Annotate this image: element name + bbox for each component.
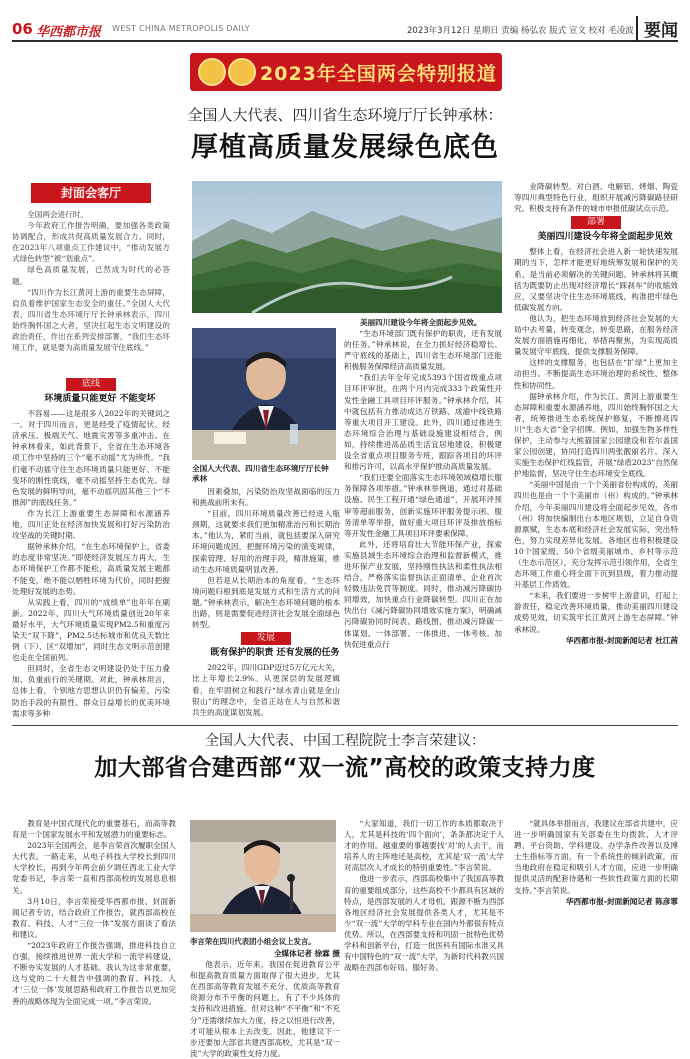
article2-title: 加大部省合建西部“双一流”高校的政策支持力度 bbox=[94, 755, 596, 781]
cover-lounge-text bbox=[12, 209, 170, 373]
article2-column-4 bbox=[514, 818, 678, 1042]
paragraph: 全国两会进行时。 bbox=[27, 210, 88, 219]
page-number: 06 bbox=[12, 20, 33, 38]
landscape-photo-art bbox=[192, 181, 502, 313]
national-emblem-icon bbox=[198, 58, 226, 86]
paragraph: 2023年全国两会，是李言荣首次履职全国人大代表。一路走来，从电子科技大学校长到四川大学校长，再到今年两会前夕调任西北工业大学党委书记，李言荣一直和西部高校的发展息息相关。 bbox=[12, 841, 176, 895]
section-name: 要闻 bbox=[636, 16, 678, 41]
paragraph: “大家知道，我们一切工作的本质都取决于人，尤其是科技的‘四个面向’，条条都决定于人才的作用。越重要的事越要找‘对’的人去干，而培养人的主阵地还是高校，尤其是‘双一流’大学对高层次人才成长的特别重要性。”李言荣说。 bbox=[344, 819, 504, 873]
article1-column-3 bbox=[344, 328, 502, 718]
paragraph: “四川作为长江黄河上游的重要生态屏障，肩负着维护国家生态安全的重任。”全国人大代表、四川省生态环境厅厅长钟承林表示，四川始终胸怀国之大者，坚决扛起生态文明建设的政治责任，作出在系列安排部署，“我们生态环境工作，就是要为高质量发展守住底线。” bbox=[12, 287, 170, 353]
paragraph: “生态环境部门既有保护的职责，还有发展的任务。”钟承林说，在全力抓好经济稳增长、严守底线的基础上，四川省生态环境部门还能积极服务保障经济高质量发展。 bbox=[344, 329, 502, 372]
paragraph: 不容易——这是很多人2022年的关键词之一。对于四川而言，更是经受了疫情起伏、经济承压、极端天气、地震灾害等多重冲击。在钟承林看来，如此背景下，全省在生态环境各项工作中坚持的三个“毫不动摇”尤为珍贵。“我们毫不动摇守住生态环境质量只能更好、不能变坏的刚性底线，毫不动摇坚持生态优先、绿色发展的鲜明导向，毫不动摇巩固其他三个“不推卸”的底线任务。” bbox=[12, 409, 170, 507]
article2-byline: 华西都市报-封面新闻记者 陈彦霏 bbox=[565, 896, 678, 906]
paragraph: “我们去年全年完成5393个国省级重点项目环评审批，在两个月内完成333个政策性开发性金融工具项目环评服务。”钟承林介绍，其中就包括有力推动成达万铁路、成渝中线铁路等重大项目开工建设。此外，四川通过推进生态环境综合治理与基础设施建设相结合，例如，持续推进高品质生活宜居地建设，积极建设全省重点项目服务专班，跟踪各项目的环评和排污许可，以高水平保护推动高质量发展。 bbox=[344, 373, 502, 472]
article1-column-4 bbox=[514, 181, 678, 718]
paragraph: 但若是从长期治本的角度看，“生态环境问题归根到底是发展方式和生活方式的问题。”钟承林表示，解决生态环境问题的根本出路，则是需要促进经济社会发展全面绿色转型。 bbox=[192, 575, 340, 630]
paragraph: 今年政府工作报告明确，要加强各类政策协调配合，形成共促高质量发展合力。同时，在2023年八项重点工作建议中，“推动发展方式绿色转型”被“划重点”。 bbox=[12, 221, 170, 264]
landscape-photo bbox=[192, 181, 502, 313]
article1-column-1 bbox=[12, 376, 170, 718]
portrait-art bbox=[192, 328, 336, 460]
paragraph: 据钟承林介绍，“在生态环境保护上，省委的态度非常坚决。”即使经济发展压力再大，生态环境保护工作都不能松，高质量发展主题都不能变，绝不能以牺牲环境为代价，同时把握处理好发展的态势。 bbox=[12, 542, 170, 596]
cppcc-emblem-icon bbox=[228, 58, 256, 86]
section-subhead: 既有保护的职责 还有发展的任务 bbox=[210, 648, 340, 659]
paragraph: 据钟承林介绍，作为长江、黄河上游重要生态屏障和重要水源涵养地，四川始终胸怀国之大者，统筹推进生态系统保护修复，不断擦亮四川“生态大省”金字招牌。例如，加强生物多样性保护，主动参与大熊猫国家公园建设和若尔盖国家公园创建，协同打造四川两张靓丽名片。深入实施生态保护红线监管，开展“绿盾2023”自然保护地监督，坚决守住生态环境安全底线。 bbox=[514, 391, 678, 479]
section-subhead: 环境质量只能更好 不能变坏 bbox=[44, 394, 156, 404]
paper-name: 华西都市报 bbox=[36, 25, 102, 40]
paragraph: 教育是中国式现代化的重要基石，而高等教育是一个国家发展水平和发展潜力的重要标志。 bbox=[12, 819, 176, 840]
header-meta bbox=[407, 24, 634, 36]
portrait2-caption: 李言荣在四川代表团小组会议上发言。 bbox=[190, 937, 316, 946]
paragraph: “就具体举措而言，我建议在部省共建中，应进一步明确国家有关部委在生均拨款、人才评聘、平台资助、学科建设、办学条件改善以及博士生指标等方面，有一个系统性的倾斜政策，而当地政府在稳定和吸引人才方面，应进一步明确提供灵活的配套待遇和一些软性政策方面的长期支持。”李言荣说。 bbox=[514, 819, 678, 895]
cover-lounge-title: 封面会客厅 bbox=[31, 183, 151, 203]
article1-column-2 bbox=[192, 486, 340, 718]
section-tag: 底线 bbox=[66, 378, 116, 391]
special-report-banner bbox=[190, 53, 502, 91]
section-tag: 发展 bbox=[241, 632, 291, 645]
article1-kicker: 全国人大代表、四川省生态环境厅厅长钟承林： bbox=[187, 106, 503, 124]
paragraph: 他表示，近年来，我国在促进教育公平和提高教育质量方面取得了很大进步，尤其在西部高等教育发展不充分、优质高等教育资源分布不平衡的问题上，有了不少具体的支持和改进措施。但对这种“不平衡”和“不充分”还需继续加大力度，持之以恒进行改善，才可能从根本上去改变。因此，他建议下一步还要加大部省共建西部高校，尤其是“双一流”大学的政策性支持力度。 bbox=[190, 960, 340, 1058]
paper-english-name: WEST CHINA METROPOLIS DAILY bbox=[112, 24, 250, 33]
paragraph: 此外，还将培育壮大节能环保产业，探索实施县域生态环境综合治理和监督新模式，推进环保产业发展，坚持刚性执法和柔性执法相结合，严格落实监督执法正面清单、企业首次轻微违法免罚等制度。同时，推动减污降碳协同增效，加快重点行业降碳转型。四川正在加快出台《减污降碳协同增效实施方案》，明确减污降碳协同时间表、路线图，推动减污降碳一体谋划、一体部署、一体推进、一体考核。加快促进重点行 bbox=[344, 539, 502, 649]
article2-column-3 bbox=[344, 818, 504, 1042]
portrait-art bbox=[190, 820, 336, 932]
paragraph: 因素叠加，污染防治攻坚战面临的压力和挑战前所未有。 bbox=[192, 487, 340, 508]
paragraph: “未来，我们要进一步树牢上游意识，打起上游责任，稳定改善环境质量，推动美丽四川建设成势见效，切实筑牢长江黄河上游生态屏障。”钟承林说。 bbox=[514, 591, 678, 634]
paragraph: “目前，四川环境质量改善已经进入瓶颈期，这就要求我们更加精准治污和长期治本。”他认为，紧盯当前，就包括要深入研究环境问题成因，把握环境污染的演变规律，探索管理、好用的治理手段，精准施策，推动生态环境质量明显改善。 bbox=[192, 509, 340, 574]
paragraph: 2022年，四川GDP迈过5万亿元大关，比上年增长2.9%。从更深层的发展逻辑看，在牢固树立和践行“绿水青山就是金山银山”的理念中，全省正站在人与自然和谐共生的高度谋划发展。 bbox=[192, 663, 340, 717]
paragraph: “2023年政府工作报告强调，推进科技自立自强，接续推进世界一流大学和一流学科建设，不断夯实发展的人才基础。我认为这非常重要，这与党的二十大报告中强调的教育、科技、人才‘三位一体’发展思路和政府工作报告以更加完善的战略体现为全面完成一项。”李言荣说。 bbox=[12, 941, 176, 1006]
paragraph: 作为长江上游重要生态屏障和水源涵养地，四川正处在经济加快发展和打好污染防治攻坚战的关键时期。 bbox=[12, 508, 170, 541]
banner-title: 2023年全国两会特别报道 bbox=[260, 63, 497, 85]
section-tag: 部署 bbox=[571, 216, 621, 229]
paragraph: 从实践上看，四川的“成绩单”也年年在刷新。2022年，四川大气环境质量创近20年来最好水平，大气环境质量实现PM2.5和重度污染天“双下降”，PM2.5达标城市和优良天数比例（下）、区“双增加”，同时生态文明示范创建也走在全国前列。 bbox=[12, 597, 170, 663]
landscape-photo-caption: 美丽四川建设今年将全面起步见效。 bbox=[360, 318, 482, 327]
paragraph: 绿色高质量发展，已然成为时代的必答题。 bbox=[12, 265, 170, 286]
portrait1-caption: 全国人大代表、四川省生态环境厅厅长钟承林 bbox=[192, 464, 329, 483]
photo-credit: 全媒体记者 徐霖 摄 bbox=[273, 949, 340, 958]
portrait-li-yanrong bbox=[190, 820, 336, 932]
cover-lounge-box bbox=[12, 183, 170, 373]
issue-weekday: 星期日 bbox=[473, 26, 499, 36]
paragraph: 但同时，全省生态文明建设仍处于压力叠加、负重前行的关键期。对此，钟承林坦言，总体上看，个别地方思想认识仍有偏差，污染防治手段的有限性、群众日益增长的优美环境需求等多种 bbox=[12, 664, 170, 718]
paragraph: 这样的支撑服务，也包括在“扩绿”上更加主动担当。不断提高生态环境治理的系统性、整体性和协同性。 bbox=[514, 358, 678, 390]
editor-credits: 责编 杨弘农 版式 宣文 校对 毛凌波 bbox=[501, 26, 634, 36]
paragraph: 业降碳转型。对白酒、电解铝、烤烟、陶瓷等四川典型特色行业，组织开展减污降碳路径研究。积极支持有条件的城市申报低碳试点示范。 bbox=[514, 182, 678, 214]
article1-title: 厚植高质量发展绿色底色 bbox=[191, 132, 499, 163]
article2-column-2 bbox=[190, 948, 340, 1058]
paragraph: 3月10日，李言荣接受华西都市报、封面新闻记者专访，结合政府工作报告，就西部高校在教育、科技、人才“三位一体”发展方面谈了看法和建议。 bbox=[12, 896, 176, 939]
article1-byline: 华西都市报-封面新闻记者 杜江茜 bbox=[565, 635, 678, 645]
section-subhead: 美丽四川建设今年将全面起步见效 bbox=[537, 232, 673, 243]
article-divider bbox=[12, 725, 678, 726]
paragraph: “我们还要全面落实生态环境领域稳增长服务保障各项举措。”钟承林举例道，通过对基础设施、民生工程开通“绿色通道”，开展环评预审等超前服务，创新实施环评服务提示函、服务清单等举措，做好重大项目环评及排放指标等开发性金融工具项目环评要素保障。 bbox=[344, 473, 502, 538]
article2-kicker: 全国人大代表、中国工程院院士李言荣建议： bbox=[205, 733, 485, 749]
paragraph: 他进一步表示，西部高校集中了我国高等教育的重要组成部分，这些高校不少都具有区域的特点，是西部发展的人才母机，跟源不断为西部各地区经济社会发展提供各类人才，尤其是不少“双一流”大学的学科专业在国内外都很有特点优势。所以，在西部要支持和巩固一批特色优势学科和创新平台，打造一批医科有国际水准又具有中国特色的“双一流”大学，为新时代科教兴国战略在西部布好局、服好务。 bbox=[344, 874, 504, 973]
paragraph: 整体上看，在经济社会进入新一轮快速发展期的当下，怎样才能更好地统筹发展和保护的关系，是当前必须解决的关键问题。钟承林将其概括为既要防止出现对经济增长“踩刹车”的收缩效应，又要坚决守住生态环境底线，构准把牢绿色低碳发展方向。 bbox=[514, 247, 678, 312]
portrait-zhong-chenglin bbox=[192, 328, 336, 460]
page-header bbox=[12, 18, 678, 42]
issue-date: 2023年3月12日 bbox=[407, 26, 471, 36]
paragraph: 他认为，把生态环境放到经济社会发展的大局中去考量，转变观念，转变思路，在服务经济发展方面措施再细化，举措再聚焦，为实现高质量发展守牢底线、提供支撑服务保障。 bbox=[514, 313, 678, 357]
paragraph: “美丽中国是由一个个美丽省份构成的，美丽四川也是由一个个美丽市（州）构成的。”钟承林介绍，今年美丽四川建设将全面起步见效，各市（州）将加快编制出台本地区规划，立足自身资源禀赋，生态本底和经济社会发展实际，突出特色，努力实现差异化发展。各地区也将积极建设10个国家级、50个省级美丽城市、乡村等示范（生态示范区），充分发挥示范引领作用，全省生态环境工作重心将全面下沉到县级，着力推动提升基层工作质效。 bbox=[514, 480, 678, 590]
article2-column-1 bbox=[12, 818, 176, 1042]
